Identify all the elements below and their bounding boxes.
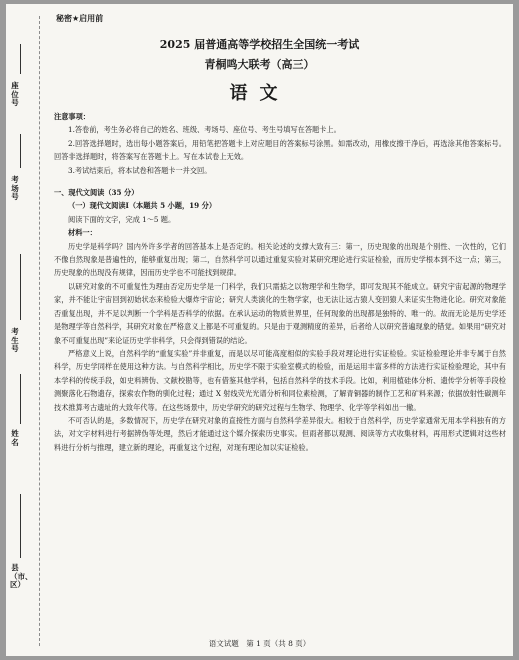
- material-label: 材料一：: [68, 228, 97, 238]
- exam-page: [6, 4, 513, 656]
- exam-no-label: 考场号: [11, 175, 19, 201]
- county-underline: [20, 494, 21, 558]
- name-label: 姓名: [11, 429, 19, 447]
- candidate-no-underline: [20, 254, 21, 320]
- page-footer: 语文试题 第 1 页（共 8 页）: [208, 639, 311, 648]
- note-3: 3.考试结束后，将本试卷和答题卡一并交回。: [68, 165, 212, 175]
- notes-heading: 注意事项：: [54, 112, 90, 121]
- exam-no-underline: [20, 134, 21, 168]
- county-label: 县（市、区）: [10, 563, 33, 589]
- paragraph: 以研究对象的不可重复性为理由否定历史学是一门科学，我们只需掂之以物理学和生物学，即可发现其不能成立。研究宇宙起源的物理学家，并不能让宇宙回到初始状态来检验大爆炸宇宙论；研究人类演化的生物学家，也无法让远古猿人变回猿人来证实生物进化论。研究对象能否重复出现，并不足以判断一个学科是否科学的依据。在承认运动的物质世界里，任何现象的出现都是独特的、唯一的。故而无论是历史学还是物理学等自然科学，其研究对象在严格意义上都是不可重复的。只是由于观测精度的差异，后者给人以研究普遍现象的错觉。如果用“研究对象不可重复出现”来论证历史学非科学，只会得到错误的结论。: [54, 281, 506, 345]
- subject-title: 语文: [229, 83, 290, 104]
- paragraph: 历史学是科学吗？国内外许多学者的回答基本上是否定的。相关论述的支撑大致有三：第一，历史现象的出现是个别性、一次性的，它们不像自然现象是普遍性的，能够重复出现；第二，自然科学可以通过重复实验对某研究理论进行实证检验，而历史学根本到不这一点；第三，历史现象的出现没有规律，因而历史学也不可能找到规律。: [54, 241, 506, 278]
- exam-title: 2025 届普通高等学校招生全国统一考试: [159, 38, 360, 51]
- paragraph: 严格意义上说，自然科学的“重复实验”并非重复，而是以尽可能高度相似的实验手段对理论进行实证检验。实证检验理论并非专属于自然科学，历史学同样在使用这种方法。与自然科学相比，历史学不限于实验室模式的检验，而是运用丰富多样的方法进行实证检验理论，其中有本学科的传统手段，如史料辨伪、文献校勘等，也有借鉴其他学科，包括自然科学的技术手段。比如，利用植硅体分析、遗传学分析等手段检测聚落化石物遗存，探索农作物的驯化过程；通过 X 射线荧光光谱分析和同位素检测，了解青铜器的制作工艺和矿料来源；依据放射性碳测年技术推算考古遗址的大致年代等。在这些场景中，历史学研究的研究过程与生物学、物理学、化学等学科如出一辙。: [54, 348, 506, 412]
- name-underline: [20, 374, 21, 424]
- note-1: 1.答卷前，考生务必将自己的姓名、班级、考场号、座位号、考生号填写在答题卡上。: [68, 125, 341, 135]
- seat-label: 座位号: [11, 81, 19, 107]
- exam-body: [54, 110, 506, 454]
- subsection-heading: （一）现代文阅读Ⅰ（本题共 5 小题，19 分）: [68, 201, 217, 211]
- section-heading: 一、现代文阅读（35 分）: [54, 188, 139, 198]
- binding-dashed-line: [39, 16, 40, 646]
- candidate-no-label: 考生号: [11, 327, 19, 353]
- reading-instruction: 阅读下面的文字，完成 1～5 题。: [68, 214, 176, 224]
- paragraph: 不可否认的是，多数情况下，历史学在研究对象的直接性方面与自然科学差异很大。相较于自然科学，历史学家通常无用本学科独有的方法，对文字材料进行考据辨伪等处理，然后才能通过这个媒介探索历史事实。但雨者都以观测、阅读等方式收集材料，再用形式逻辑对这些材料进行分析与推理，建立新的理论，再重复这个过程，对现有理论加以实证检验。: [54, 415, 506, 452]
- secret-mark: 秘密★启用前: [56, 14, 104, 23]
- note-2: 2.回答选择题时，选出每小题答案后，用铅笔把答题卡上对应题目的答案标号涂黑。如需改动，用橡皮擦干净后，再选涂其他答案标号。回答非选择题时，将答案写在答题卡上。写在本试卷上无效。: [54, 138, 506, 162]
- exam-subtitle: 青桐鸣大联考（高三）: [204, 58, 315, 71]
